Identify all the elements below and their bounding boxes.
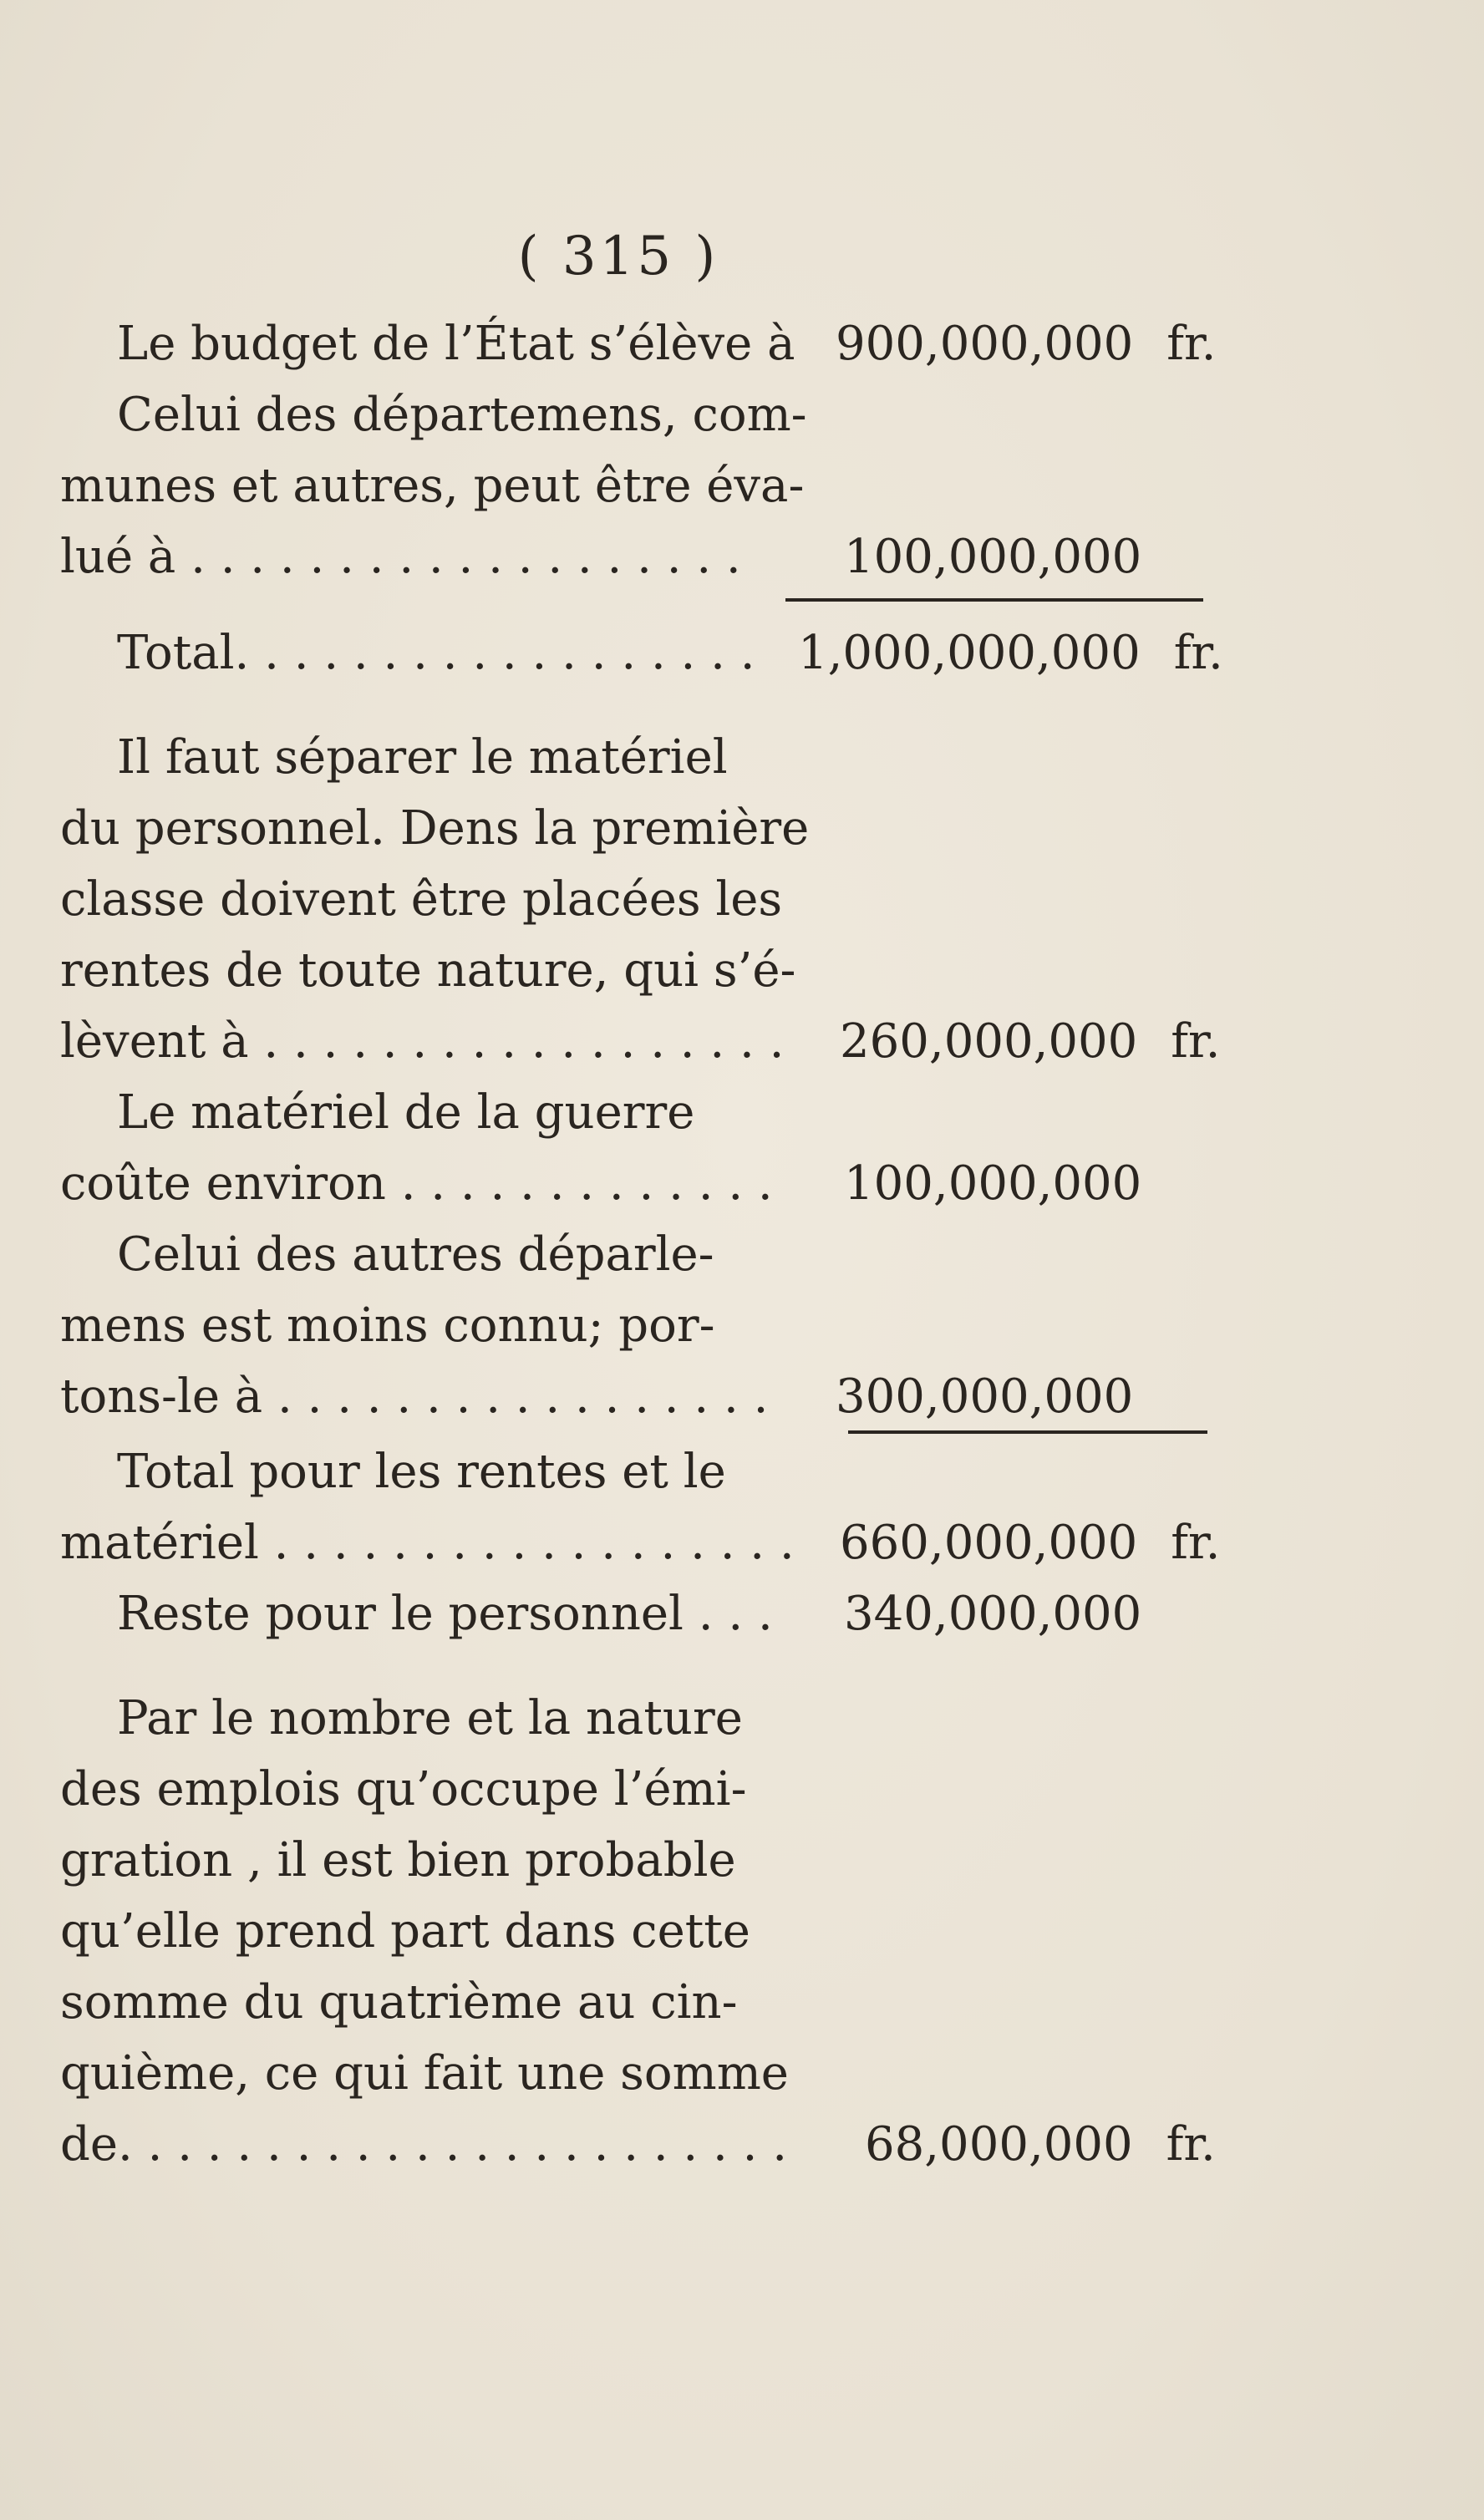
text-line: qu’elle prend part dans cette bbox=[60, 1904, 750, 1959]
amount bbox=[865, 2110, 1283, 2180]
amount bbox=[844, 1149, 1262, 1219]
amount-value: 660,000,000 bbox=[840, 1516, 1138, 1570]
amount-value: 1,000,000,000 bbox=[798, 626, 1141, 680]
sum-rule bbox=[848, 1430, 1207, 1434]
amount-unit: fr. bbox=[1173, 626, 1223, 680]
amount bbox=[844, 1579, 1262, 1649]
amount-unit: fr. bbox=[1171, 1014, 1221, 1069]
text-line: Total pour les rentes et le bbox=[117, 1445, 726, 1499]
amount-value: 100,000,000 bbox=[844, 1156, 1142, 1211]
amount-value: 900,000,000 bbox=[836, 317, 1134, 371]
text-line: Le matériel de la guerre bbox=[117, 1085, 695, 1140]
amount-value: 260,000,000 bbox=[840, 1014, 1138, 1069]
text-line: Celui des départemens, com- bbox=[117, 388, 807, 442]
amount bbox=[840, 1508, 1258, 1578]
text-line: matériel . . . . . . . . . . . . . . . . . . bbox=[60, 1516, 795, 1570]
text-line: classe doivent être placées les bbox=[60, 872, 783, 927]
text-line: du personnel. Dens la première bbox=[60, 801, 810, 856]
page-number: ( 315 ) bbox=[517, 226, 719, 287]
text-line: Reste pour le personnel . . . bbox=[117, 1587, 773, 1641]
amount-value: 68,000,000 bbox=[865, 2117, 1133, 2172]
text-line: rentes de toute nature, qui s’é- bbox=[60, 943, 796, 998]
sum-rule bbox=[785, 598, 1203, 602]
text-line: tons-le à . . . . . . . . . . . . . . . . . bbox=[60, 1369, 769, 1424]
text-line: coûte environ . . . . . . . . . . . . . bbox=[60, 1156, 773, 1211]
text-line: de. . . . . . . . . . . . . . . . . . . . . . . bbox=[60, 2117, 788, 2172]
text-line: quième, ce qui fait une somme bbox=[60, 2046, 789, 2101]
text-line: munes et autres, peut être éva- bbox=[60, 459, 805, 513]
text-line: somme du quatrième au cin- bbox=[60, 1975, 738, 2030]
text-line: gration , il est bien probable bbox=[60, 1833, 736, 1887]
text-line: lèvent à . . . . . . . . . . . . . . . . . . bbox=[60, 1014, 785, 1069]
text-line: Par le nombre et la nature bbox=[117, 1691, 743, 1745]
amount-unit: fr. bbox=[1166, 317, 1217, 371]
text-line: Celui des autres déparle- bbox=[117, 1227, 714, 1282]
amount bbox=[844, 522, 1262, 592]
text-line: Le budget de l’État s’élève à bbox=[117, 317, 795, 371]
text-line: des emplois qu’occupe l’émi- bbox=[60, 1762, 747, 1816]
amount-value: 340,000,000 bbox=[844, 1587, 1142, 1641]
text-line: lué à . . . . . . . . . . . . . . . . . . . bbox=[60, 530, 741, 584]
text-line: mens est moins connu; por- bbox=[60, 1298, 715, 1353]
amount-unit: fr. bbox=[1171, 1516, 1221, 1570]
amount bbox=[798, 618, 1223, 688]
amount bbox=[840, 1007, 1258, 1077]
amount bbox=[836, 1362, 1253, 1432]
amount-value: 100,000,000 bbox=[844, 530, 1142, 584]
amount-value: 300,000,000 bbox=[836, 1369, 1134, 1424]
amount bbox=[836, 309, 1253, 379]
text-line: Total. . . . . . . . . . . . . . . . . . bbox=[117, 626, 755, 680]
text-line: Il faut séparer le matériel bbox=[117, 730, 728, 785]
amount-unit: fr. bbox=[1166, 2117, 1216, 2172]
